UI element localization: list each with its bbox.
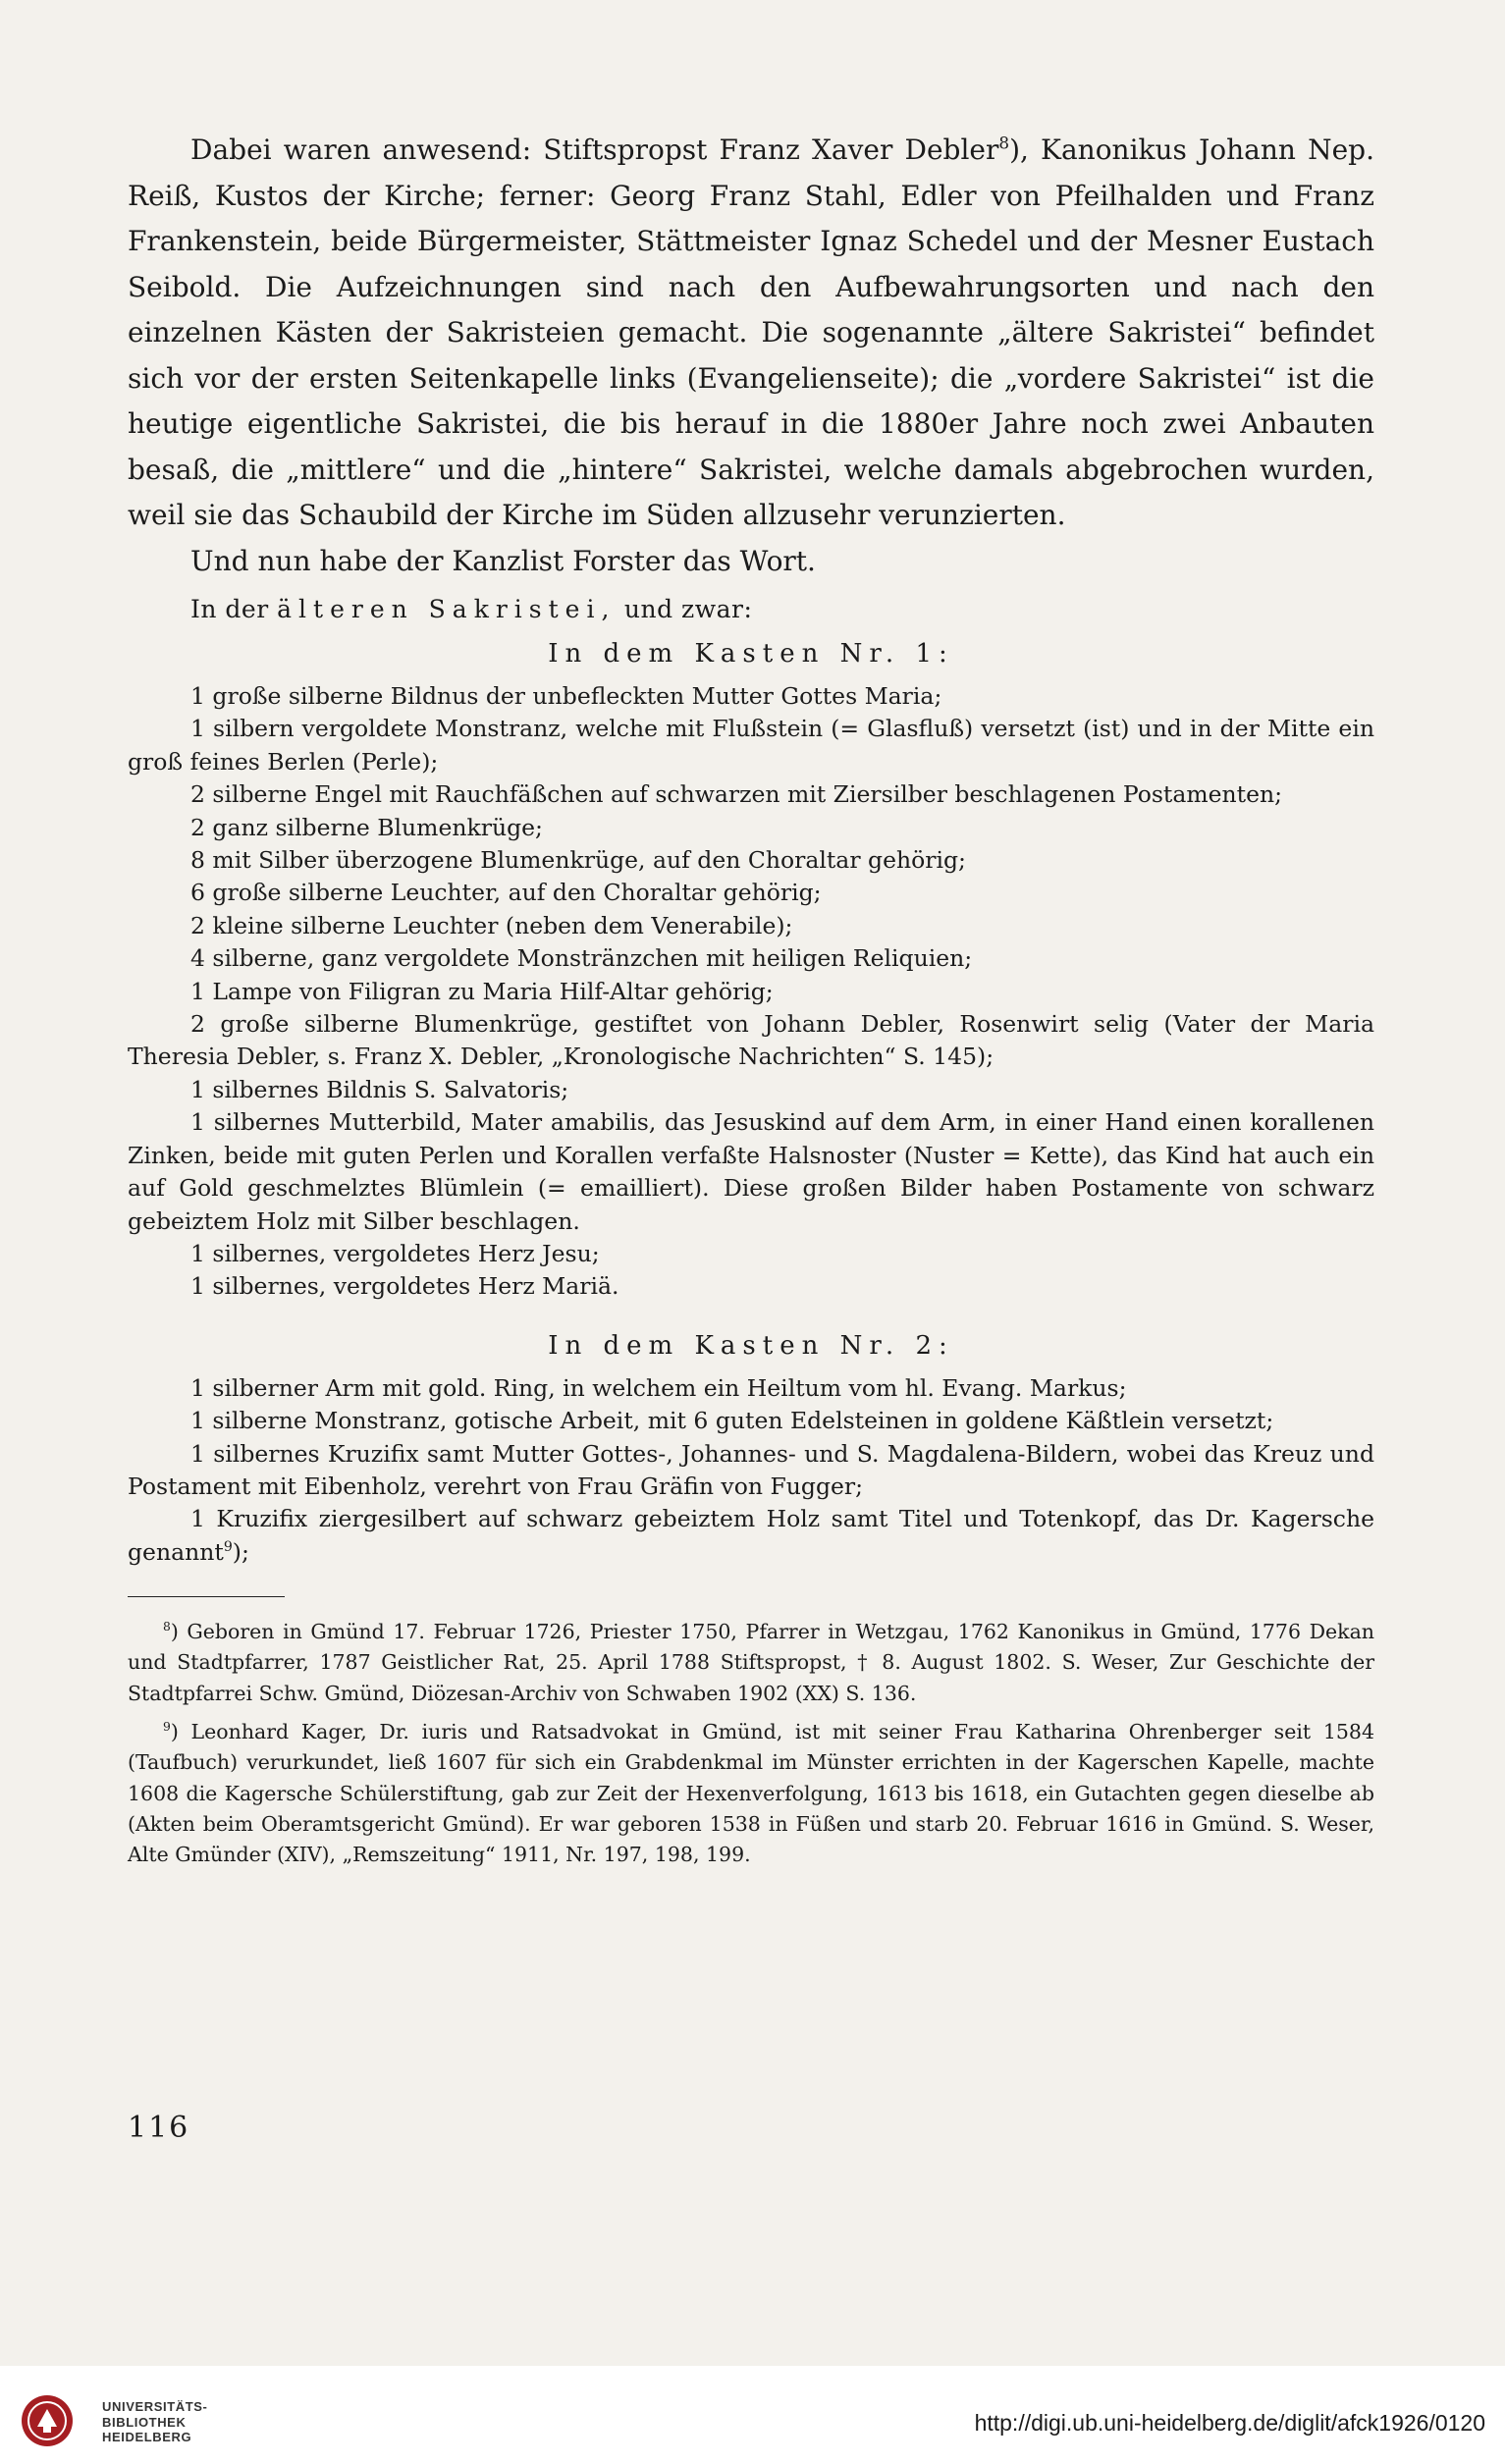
list-item: 2 große silberne Blumenkrüge, gestiftet von Johann Debler, Rosenwirt selig (Vater der Maria Theresia Debler, s. Franz X. Debler, „Kronologische Nachrichten“ S. 145);	[128, 1010, 1374, 1071]
box-2-heading: In dem Kasten Nr. 2:	[548, 1330, 954, 1361]
list-item: 1 Kruzifix ziergesilbert auf schwarz gebeiztem Holz samt Titel und Totenkopf, das Dr. Kagersche genannt$^9$);	[128, 1505, 1374, 1566]
list-item: 1 silbernes Bildnis S. Salvatoris;	[190, 1075, 569, 1103]
list-item: 6 große silberne Leuchter, auf den Choraltar gehörig;	[190, 879, 822, 907]
intro-paragraph: Dabei waren anwesend: Stiftspropst Franz Xaver Debler$^8$), Kanonikus Johann Nep. Reiß, Kustos der Kirche; ferner: Georg Franz Stahl, Edler von Pfeilhalden und Franz Frankenstein, beide Bürgermeister, Stättmeister Ignaz Schedel und der Mesner Eustach Seibold. Die Aufzeichnungen sind nach den Aufbewahrungsorten und nach den einzelnen Kästen der Sakristeien gemacht. Die sogenannte „ältere Sakristei“ befindet sich vor der ersten Seitenkapelle links (Evangelienseite); die „vordere Sakristei“ ist die heutige eigentliche Sakristei, die bis herauf in die 1880er Jahre noch zwei Anbauten besaß, die „mittlere“ und die „hintere“ Sakristei, welche damals abgebrochen wurden, weil sie das Schaubild der Kirche im Süden allzusehr verunzierten.	[128, 133, 1374, 531]
list-item: 8 mit Silber überzogene Blumenkrüge, auf den Choraltar gehörig;	[190, 846, 966, 875]
list-item: 2 kleine silberne Leuchter (neben dem Venerabile);	[190, 911, 793, 939]
footnote-8: $^8$) Geboren in Gmünd 17. Februar 1726, Priester 1750, Pfarrer in Wetzgau, 1762 Kanonikus in Gmünd, 1776 Dekan und Stadtpfarrer, 1787 Geistlicher Rat, 25. April 1788 Stiftspropst, † 8. August 1802. S. Weser, Zur Geschichte der Stadtpfarrei Schw. Gmünd, Diözesan-Archiv von Schwaben 1902 (XX) S. 136.	[128, 1620, 1374, 1705]
list-item: 1 silbern vergoldete Monstranz, welche mit Flußstein (= Glasfluß) versetzt (ist) und in der Mitte ein groß feines Berlen (Perle);	[128, 715, 1374, 776]
box-1-heading: In dem Kasten Nr. 1:	[548, 639, 954, 669]
list-item: 1 silberner Arm mit gold. Ring, in welchem ein Heiltum vom hl. Evang. Markus;	[190, 1373, 1127, 1402]
section-heading: In der älteren Sakristei, und zwar:	[190, 595, 753, 623]
spacer	[128, 1304, 1374, 1325]
footnotes	[128, 1617, 1374, 1870]
footnote-divider	[128, 1596, 285, 1597]
logo-text: UNIVERSITÄTS- BIBLIOTHEK HEIDELBERG	[102, 2399, 208, 2444]
list-item: 1 silbernes, vergoldetes Herz Jesu;	[190, 1239, 600, 1267]
list-item: 1 silbernes, vergoldetes Herz Mariä.	[190, 1272, 619, 1301]
footnote-ref-9[interactable]: 9	[223, 1538, 233, 1555]
main-text	[128, 128, 1374, 1871]
list-item: 1 große silberne Bildnus der unbefleckten Mutter Gottes Maria;	[190, 682, 942, 710]
box-1-list	[128, 680, 1374, 1304]
footnote-ref-8[interactable]: 8	[998, 133, 1010, 153]
footnote-9: $^9$) Leonhard Kager, Dr. iuris und Ratsadvokat in Gmünd, ist mit seiner Frau Katharina Ohrenberger seit 1584 (Taufbuch) verurkundet, ließ 1607 für sich ein Grabdenkmal im Münster errichten in der Kagerschen Kapelle, machte 1608 die Kagersche Schülerstiftung, gab zur Zeit der Hexenverfolgung, 1613 bis 1618, ein Gutachten gegen dieselbe ab (Akten beim Oberamtsgericht Gmünd). Er war geboren 1538 in Füßen und starb 20. Februar 1616 in Gmünd. S. Weser, Alte Gmünder (XIV), „Remszeitung“ 1911, Nr. 197, 198, 199.	[128, 1720, 1374, 1867]
library-logo[interactable]	[20, 2393, 255, 2448]
list-item: 1 silbernes Kruzifix samt Mutter Gottes-, Johannes- und S. Magdalena-Bildern, wobei das Kreuz und Postament mit Eibenholz, verehrt von Frau Gräfin von Fugger;	[128, 1439, 1374, 1500]
list-item: 2 ganz silberne Blumenkrüge;	[190, 813, 543, 841]
list-item: 4 silberne, ganz vergoldete Monstränzchen mit heiligen Reliquien;	[190, 944, 973, 973]
list-item: 1 silberne Monstranz, gotische Arbeit, mit 6 guten Edelsteinen in goldene Käßtlein versetzt;	[190, 1407, 1274, 1435]
list-item: 1 silbernes Mutterbild, Mater amabilis, das Jesuskind auf dem Arm, in einer Hand einen korallenen Zinken, beide mit guten Perlen und Korallen verfaßte Halsnoster (Nuster = Kette), das Kind hat auch ein auf Gold geschmelztes Blümlein (= emailliert). Diese großen Bilder haben Postamente von schwarz gebeiztem Holz mit Silber beschlagen.	[128, 1108, 1374, 1235]
university-seal-icon	[20, 2393, 90, 2448]
box-2-list	[128, 1372, 1374, 1569]
footer-bar	[0, 2366, 1505, 2464]
list-item: 1 Lampe von Filigran zu Maria Hilf-Altar gehörig;	[190, 977, 774, 1005]
closing-sentence: Und nun habe der Kanzlist Forster das Wort.	[190, 544, 816, 577]
page-number: 116	[128, 2111, 190, 2145]
source-url[interactable]: http://digi.ub.uni-heidelberg.de/diglit/afck1926/0120	[974, 2410, 1485, 2436]
list-item: 2 silberne Engel mit Rauchfäßchen auf schwarzen mit Ziersilber beschlagenen Postamenten;	[190, 780, 1283, 809]
